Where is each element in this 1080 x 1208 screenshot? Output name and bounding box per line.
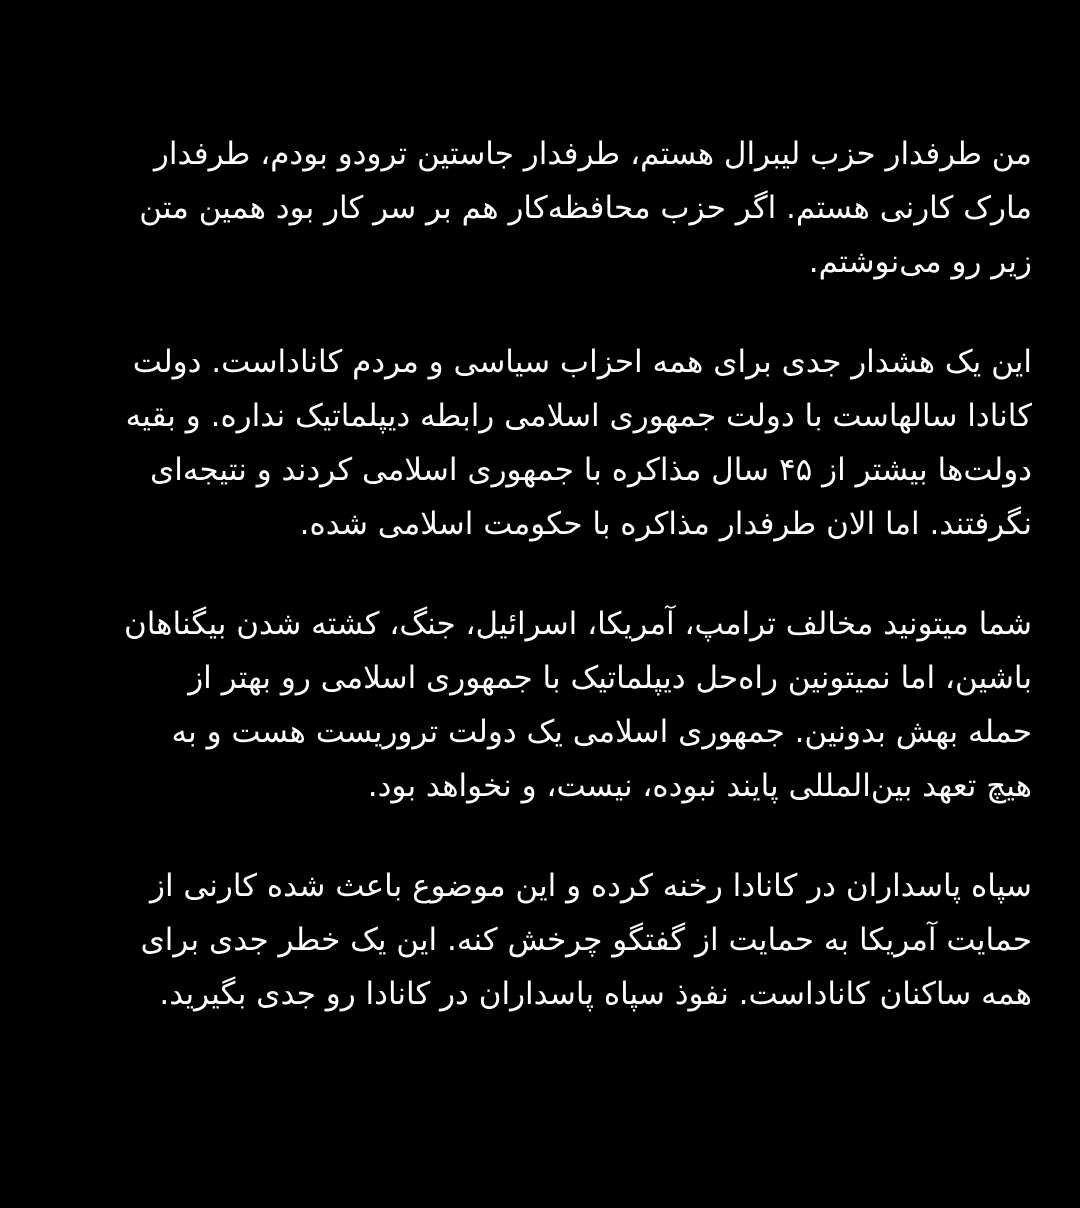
paragraph-4 [60,859,1032,1021]
paragraph-line: نگرفتند. اما الان طرفدار مذاکره با حکومت اسلامی شده. [299,506,1032,542]
paragraph-line: باشین، اما نمیتونین راه‌حل دیپلماتیک با جمهوری اسلامی رو بهتر از [188,660,1032,696]
paragraph-line: همه ساکنان کاناداست. نفوذ سپاه پاسداران در کانادا رو جدی بگیرید. [159,976,1032,1012]
paragraph-line: این یک هشدار جدی برای همه احزاب سیاسی و مردم کاناداست. دولت [132,344,1032,380]
paragraph-line: حمایت آمریکا به حمایت از گفتگو چرخش کنه. این یک خطر جدی برای [140,922,1032,958]
paragraph-line: هیچ تعهد بین‌المللی پایند نبوده، نیست، و نخواهد بود. [367,768,1032,804]
paragraph-3 [60,597,1032,813]
paragraph-line: من طرفدار حزب لیبرال هستم، طرفدار جاستین ترودو بودم، طرفدار [153,136,1032,172]
paragraph-2 [60,335,1032,551]
paragraph-line: حمله بهش بدونین. جمهوری اسلامی یک دولت تروریست هست و به [171,714,1032,750]
paragraph-line: دولت‌ها بیشتر از ۴۵ سال مذاکره با جمهوری اسلامی کردند و نتیجه‌ای [150,452,1032,488]
paragraph-line: زیر رو می‌نوشتم. [808,244,1032,280]
post-text-body [60,127,1032,1021]
paragraph-line: مارک کارنی هستم. اگر حزب محافظه‌کار هم بر سر کار بود همین متن [139,190,1032,226]
paragraph-1 [60,127,1032,289]
paragraph-line: سپاه پاسداران در کانادا رخنه کرده و این موضوع باعث شده کارنی از [149,868,1032,904]
paragraph-line: کانادا سالهاست با دولت جمهوری اسلامی رابطه دیپلماتیک نداره. و بقیه [125,398,1032,434]
paragraph-line: شما میتونید مخالف ترامپ، آمریکا، اسرائیل، جنگ، کشته شدن بیگناهان [123,606,1032,642]
